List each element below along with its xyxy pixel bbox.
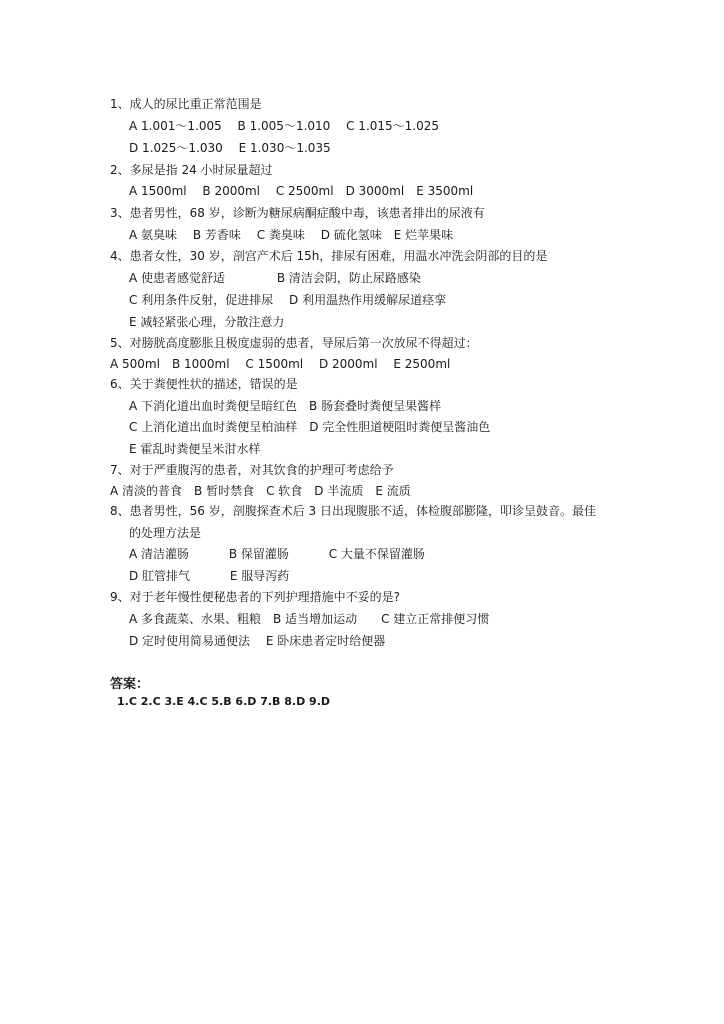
question-2-stem: 2、多尿是指 24 小时尿量超过 [110,163,273,177]
question-6-options-line-3: E 霍乱时粪便呈米泔水样 [129,442,261,456]
question-4-options-line-3: E 减轻紧张心理，分散注意力 [129,315,285,329]
question-1-options-line-2: D 1.025～1.030 E 1.030～1.035 [129,141,331,155]
question-8-options-line-1: A 清洁灌肠 B 保留灌肠 C 大量不保留灌肠 [129,547,425,561]
question-6-options-line-1: A 下消化道出血时粪便呈暗红色 B 肠套叠时粪便呈果酱样 [129,399,442,413]
question-5-options-line-1: A 500ml B 1000ml C 1500ml D 2000ml E 2500ml [110,357,451,371]
question-4-stem: 4、患者女性，30 岁，剖宫产术后 15h，排尿有困难，用温水冲洗会阴部的目的是 [110,249,548,263]
answers-list: 1.C 2.C 3.E 4.C 5.B 6.D 7.B 8.D 9.D [117,695,331,708]
question-8-stem-continuation: 的处理方法是 [129,526,202,540]
question-6-stem: 6、关于粪便性状的描述，错误的是 [110,377,298,391]
answers-heading: 答案： [110,677,150,692]
question-4-options-line-2: C 利用条件反射，促进排尿 D 利用温热作用缓解尿道痉挛 [129,293,447,307]
question-8-stem: 8、患者男性，56 岁，剖腹探查术后 3 日出现腹胀不适，体检腹部膨隆，叩诊呈鼓音。最佳 [110,504,596,518]
question-9-options-line-2: D 定时使用简易通便法 E 卧床患者定时给便器 [129,634,386,648]
question-1-options-line-1: A 1.001～1.005 B 1.005～1.010 C 1.015～1.025 [129,119,440,133]
question-7-stem: 7、对于严重腹泻的患者，对其饮食的护理可考虑给予 [110,463,394,477]
question-2-options-line-1: A 1500ml B 2000ml C 2500ml D 3000ml E 3500ml [129,184,474,198]
question-1-stem: 1、成人的尿比重正常范围是 [110,97,262,111]
question-3-stem: 3、患者男性，68 岁，诊断为糖尿病酮症酸中毒，该患者排出的尿液有 [110,206,485,220]
question-5-stem: 5、对膀胱高度膨胀且极度虚弱的患者，导尿后第一次放尿不得超过： [110,336,478,350]
question-9-stem: 9、对于老年慢性便秘患者的下列护理措施中不妥的是? [110,590,401,604]
question-6-options-line-2: C 上消化道出血时粪便呈柏油样 D 完全性胆道梗阻时粪便呈酱油色 [129,420,491,434]
question-4-options-line-1: A 使患者感觉舒适 B 清洁会阴，防止尿路感染 [129,271,421,285]
question-7-options-line-1: A 清淡的普食 B 暂时禁食 C 软食 D 半流质 E 流质 [110,484,411,498]
question-3-options-line-1: A 氨臭味 B 芳香味 C 粪臭味 D 硫化氢味 E 烂苹果味 [129,228,454,242]
question-8-options-line-2: D 肛管排气 E 服导泻药 [129,569,290,583]
question-9-options-line-1: A 多食蔬菜、水果、粗粮 B 适当增加运动 C 建立正常排便习惯 [129,612,490,626]
